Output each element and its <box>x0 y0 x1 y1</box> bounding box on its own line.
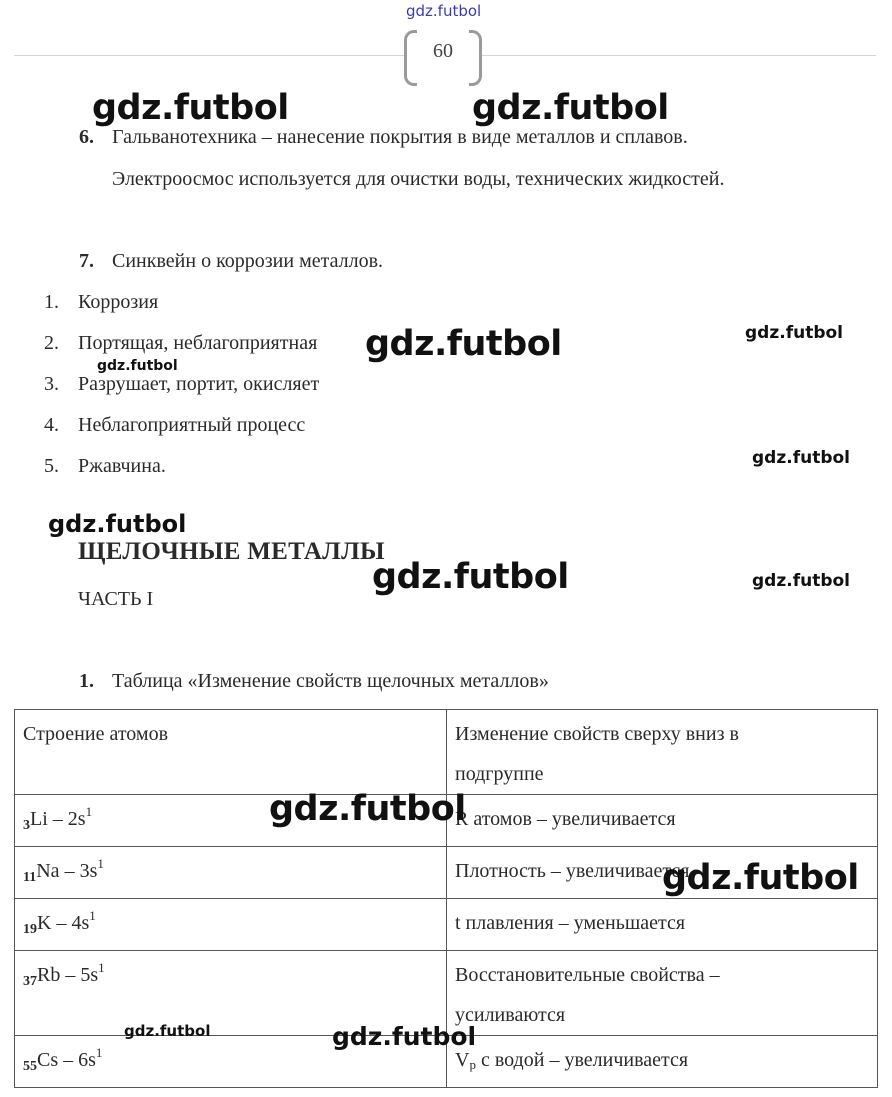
velocity-symbol: V <box>455 1049 470 1071</box>
item-6-line-2: Электроосмос используется для очистки воды, технических жидкостей. <box>112 168 725 190</box>
list-item-number: 2. <box>44 332 59 354</box>
task-1-number: 1. <box>79 670 94 692</box>
element-symbol: Li <box>30 808 48 830</box>
electron-config: – 2s <box>52 808 86 830</box>
list-item-number: 5. <box>44 455 59 477</box>
watermark: gdz.futbol <box>97 358 178 374</box>
table-header-row <box>15 710 878 795</box>
watermark: gdz.futbol <box>752 571 850 591</box>
watermark: gdz.futbol <box>472 88 669 128</box>
task-1-text: Таблица «Изменение свойств щелочных металлов» <box>112 670 549 692</box>
watermark: gdz.futbol <box>332 1022 477 1051</box>
page-number: 60 <box>433 40 453 62</box>
atomic-number: 37 <box>23 974 37 989</box>
electron-config: – 6s <box>63 1049 96 1071</box>
velocity-subscript: р <box>469 1057 476 1072</box>
table-header-cell: Строение атомов <box>15 710 447 795</box>
section-part: ЧАСТЬ I <box>78 588 154 610</box>
atomic-number: 55 <box>23 1059 37 1074</box>
config-exponent: 1 <box>98 960 105 975</box>
list-item-number: 1. <box>44 291 59 313</box>
item-7-number: 7. <box>79 250 94 272</box>
property-cell: Плотность – увеличивается <box>447 847 878 899</box>
list-item: Разрушает, портит, окисляет <box>78 373 320 395</box>
property-cell: R атомов – увеличивается <box>447 795 878 847</box>
item-7-text: Синквейн о коррозии металлов. <box>112 250 384 272</box>
config-exponent: 1 <box>89 908 96 923</box>
watermark: gdz.futbol <box>406 2 482 20</box>
property-text: с водой – увеличивается <box>475 1049 689 1071</box>
atomic-number: 19 <box>23 922 37 937</box>
item-6-number: 6. <box>79 126 94 148</box>
watermark: gdz.futbol <box>124 1022 211 1040</box>
watermark: gdz.futbol <box>269 789 466 829</box>
atomic-number: 3 <box>23 818 30 833</box>
list-item-number: 4. <box>44 414 59 436</box>
electron-config: – 3s <box>64 860 98 882</box>
electron-config: – 4s <box>56 912 90 934</box>
watermark: gdz.futbol <box>662 858 859 898</box>
watermark: gdz.futbol <box>372 557 569 597</box>
element-symbol: Cs <box>37 1049 59 1071</box>
property-cell <box>447 1036 878 1088</box>
config-exponent: 1 <box>97 856 104 871</box>
element-symbol: Na <box>36 860 60 882</box>
table-row <box>15 899 878 951</box>
config-exponent: 1 <box>95 1045 103 1060</box>
property-cell: Восстановительные свойства – усиливаются <box>447 951 878 1036</box>
page-number-box <box>404 30 482 82</box>
table-header-cell: Изменение свойств сверху вниз в подгруппе <box>447 710 878 795</box>
watermark: gdz.futbol <box>365 324 562 364</box>
list-item: Портящая, неблагоприятная <box>78 332 318 354</box>
element-symbol: K <box>37 912 52 934</box>
item-6-line-1: Гальванотехника – нанесение покрытия в виде металлов и сплавов. <box>112 126 688 148</box>
watermark: gdz.futbol <box>48 510 187 538</box>
config-exponent: 1 <box>85 804 93 819</box>
atom-structure-cell <box>15 847 447 899</box>
atom-structure-cell <box>15 899 447 951</box>
list-item: Неблагоприятный процесс <box>78 414 306 436</box>
property-cell: t плавления – уменьшается <box>447 899 878 951</box>
element-symbol: Rb <box>37 964 61 986</box>
list-item-number: 3. <box>44 373 59 395</box>
section-title: ЩЕЛОЧНЫЕ МЕТАЛЛЫ <box>78 538 385 565</box>
atomic-number: 11 <box>23 870 37 885</box>
watermark: gdz.futbol <box>745 323 843 343</box>
list-item: Коррозия <box>78 291 159 313</box>
watermark: gdz.futbol <box>752 448 850 468</box>
electron-config: – 5s <box>65 964 99 986</box>
list-item: Ржавчина. <box>78 455 166 477</box>
watermark: gdz.futbol <box>92 88 289 128</box>
